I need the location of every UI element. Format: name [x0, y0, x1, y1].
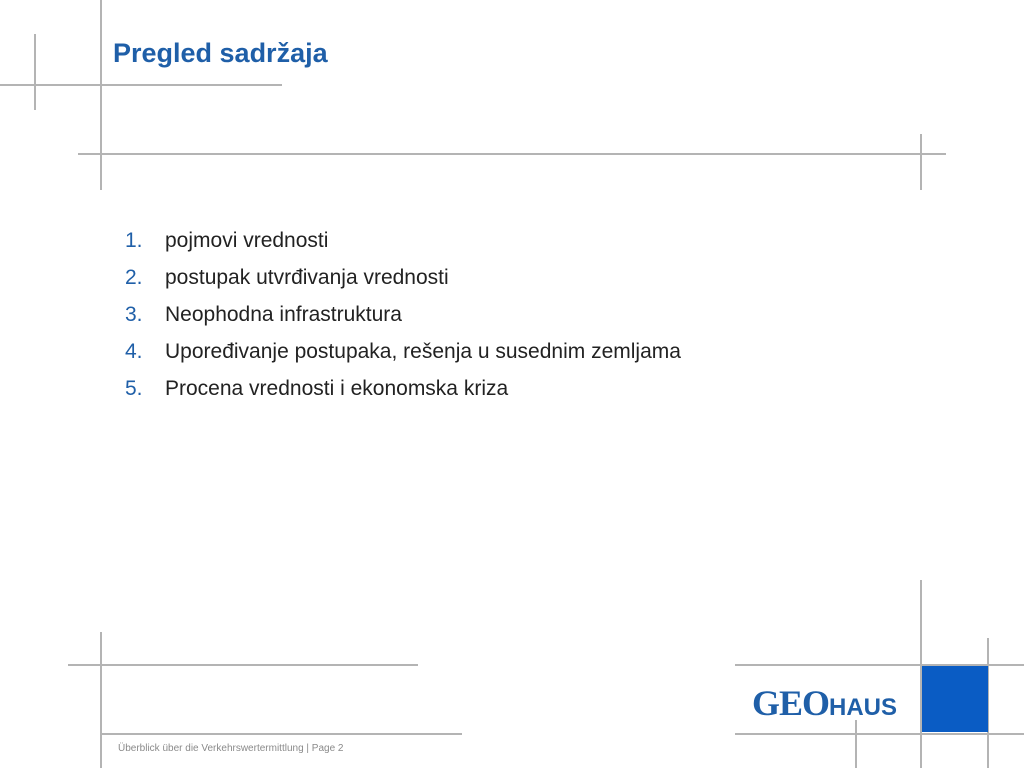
- agenda-number: 2.: [125, 266, 143, 289]
- guide-line: [78, 153, 946, 155]
- agenda-text: Neophodna infrastruktura: [165, 303, 402, 326]
- guide-line: [735, 733, 1024, 735]
- agenda-text: Upoređivanje postupaka, rešenja u susednim zemljama: [165, 340, 681, 363]
- logo-square: [922, 666, 988, 732]
- agenda-number: 5.: [125, 377, 143, 400]
- agenda-list: [125, 222, 681, 407]
- geohaus-logo: [752, 682, 897, 722]
- guide-line: [855, 720, 857, 768]
- logo-haus-text: HAUS: [829, 694, 898, 721]
- guide-line: [68, 664, 418, 666]
- guide-line: [34, 34, 36, 110]
- agenda-item: [125, 259, 681, 296]
- agenda-text: postupak utvrđivanja vrednosti: [165, 266, 449, 289]
- agenda-text: pojmovi vrednosti: [165, 229, 329, 252]
- agenda-item: [125, 296, 681, 333]
- agenda-number: 4.: [125, 340, 143, 363]
- guide-line: [100, 632, 102, 768]
- guide-line: [0, 84, 282, 86]
- slide-title: Pregled sadržaja: [113, 38, 328, 68]
- guide-line: [920, 134, 922, 190]
- agenda-item: [125, 333, 681, 370]
- agenda-number: 1.: [125, 229, 143, 252]
- agenda-item: [125, 370, 681, 407]
- guide-line: [100, 0, 102, 190]
- logo-geo-text: GEO: [752, 683, 830, 723]
- agenda-item: [125, 222, 681, 259]
- guide-line: [100, 733, 462, 735]
- agenda-number: 3.: [125, 303, 143, 326]
- agenda-text: Procena vrednosti i ekonomska kriza: [165, 377, 509, 400]
- slide-footer: Überblick über die Verkehrswertermittlung | Page 2: [118, 743, 344, 754]
